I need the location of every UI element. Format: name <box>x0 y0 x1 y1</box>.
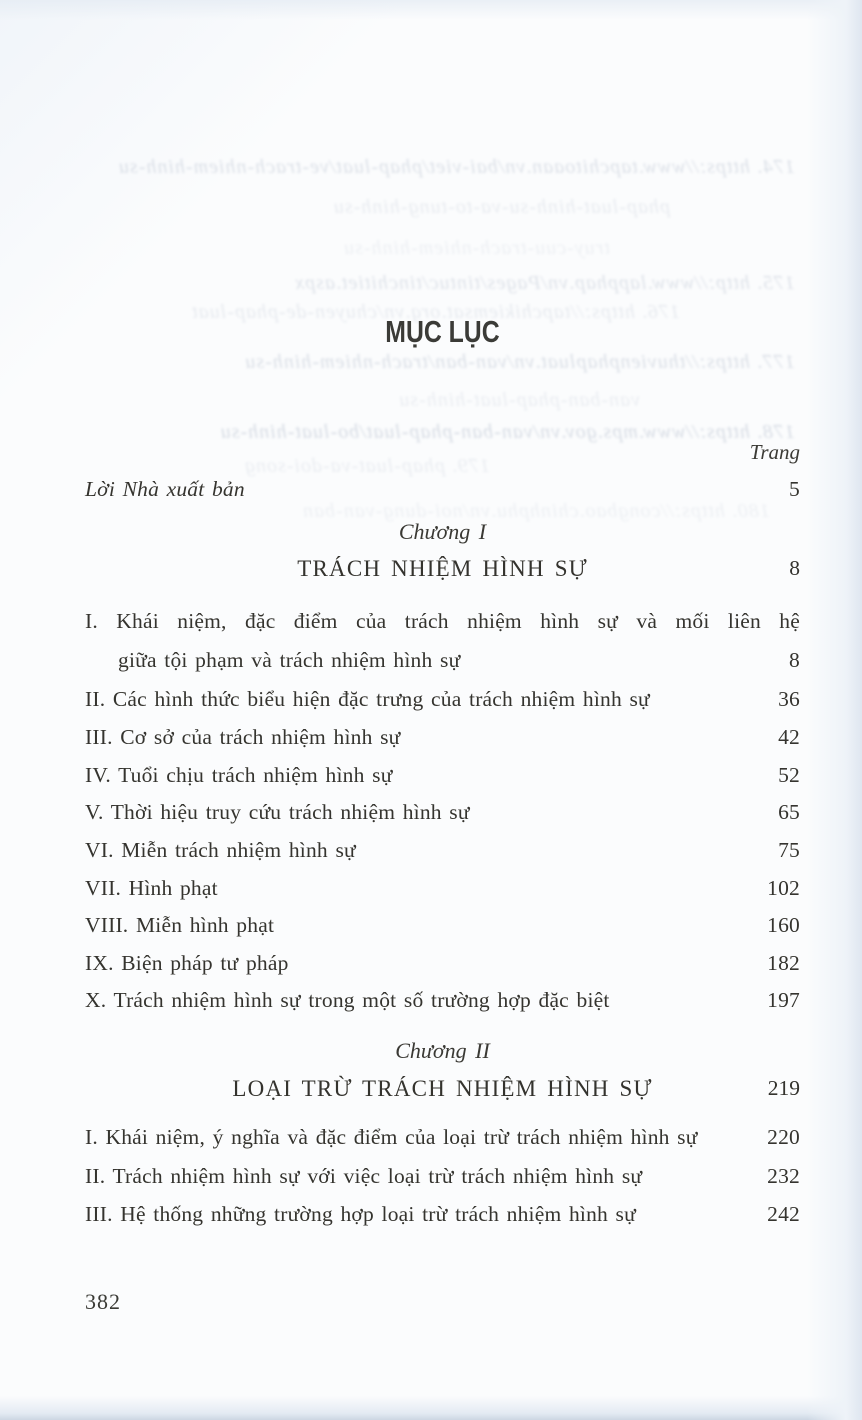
toc-entry-line1: I. Khái niệm, đặc điểm của trách nhiệm hình sự và mối liên hệ <box>85 609 800 633</box>
chapter-title-row <box>85 556 800 582</box>
toc-entry-line2: giữa tội phạm và trách nhiệm hình sự <box>118 648 461 672</box>
toc-entry-label: V. Thời hiệu truy cứu trách nhiệm hình sự <box>85 800 470 824</box>
toc-entry <box>85 799 800 825</box>
toc-entry-label: II. Các hình thức biểu hiện đặc trưng của trách nhiệm hình sự <box>85 687 650 711</box>
toc-entry <box>85 608 800 673</box>
toc-entry-page-number: 220 <box>767 1125 800 1149</box>
page-title <box>85 314 800 350</box>
toc-entry-label: I. Khái niệm, ý nghĩa và đặc điểm của loại trừ trách nhiệm hình sự <box>85 1125 698 1149</box>
page-column-header: Trang <box>749 440 800 464</box>
bleedthrough-line: van-ban-phap-luat-hinh-su <box>398 389 640 411</box>
toc-entry <box>85 950 800 976</box>
toc-entry-label: X. Trách nhiệm hình sự trong một số trường hợp đặc biệt <box>85 988 610 1012</box>
toc-entry-page-number: 242 <box>767 1202 800 1226</box>
toc-entry-page-number: 8 <box>789 648 800 672</box>
toc-entry-page-number: 36 <box>778 687 800 711</box>
toc-front-matter-row <box>85 476 800 502</box>
toc-entry-label: VII. Hình phạt <box>85 876 218 900</box>
bleedthrough-line: 178. https://www.mps.gov.vn/van-ban-phap-luat/bo-luat-hinh-su <box>219 421 795 443</box>
toc-entry-page-number: 52 <box>778 763 800 787</box>
toc-entry-label: VIII. Miễn hình phạt <box>85 913 275 937</box>
page-title-text: MỤC LỤC <box>385 314 500 349</box>
chapter-label: Chương II <box>395 1038 490 1063</box>
toc-entry-page-number: 232 <box>767 1164 800 1188</box>
toc-entry-label: III. Cơ sở của trách nhiệm hình sự <box>85 725 401 749</box>
toc-entry-page-number: 160 <box>767 913 800 937</box>
chapter-title: LOẠI TRỪ TRÁCH NHIỆM HÌNH SỰ <box>232 1076 653 1101</box>
front-matter-page-number: 5 <box>789 477 800 501</box>
bleedthrough-line: 180. https://congbao.chinhphu.vn/noi-dung-van-ban <box>302 500 770 522</box>
toc-entry <box>85 875 800 901</box>
toc-entry <box>85 837 800 863</box>
bleedthrough-line: 174. https://www.tapchitoaan.vn/bai-viet/phap-luat/ve-trach-nhiem-hinh-su <box>118 156 795 178</box>
toc-entry-label: IX. Biện pháp tư pháp <box>85 951 289 975</box>
bleedthrough-line: 175. http://www.lapphap.vn/Pages/tintuc/tinchitiet.aspx <box>294 272 795 294</box>
toc-entry-page-number: 197 <box>767 988 800 1012</box>
bleedthrough-line: 179. phap-luat-va-doi-song <box>244 455 490 477</box>
toc-entry-label: III. Hệ thống những trường hợp loại trừ trách nhiệm hình sự <box>85 1202 636 1226</box>
chapter-label: Chương I <box>398 519 487 544</box>
toc-entry-page-number: 65 <box>778 800 800 824</box>
bleedthrough-line: truy-cuu-trach-nhiem-hinh-su <box>343 237 610 259</box>
bleedthrough-line: phap-luat-hinh-su-va-to-tung-hinh-su <box>332 196 670 218</box>
toc-entry-label: IV. Tuổi chịu trách nhiệm hình sự <box>85 763 393 787</box>
toc-entry <box>85 724 800 750</box>
page-number: 382 <box>85 1289 121 1314</box>
toc-entry <box>85 912 800 938</box>
toc-entry-label: II. Trách nhiệm hình sự với việc loại trừ trách nhiệm hình sự <box>85 1164 643 1188</box>
toc-entry <box>85 1201 800 1227</box>
toc-entry-page-number: 42 <box>778 725 800 749</box>
bleedthrough-line: 177. https://thuvienphapluat.vn/van-ban/trach-nhiem-hinh-su <box>244 351 795 373</box>
toc-entry-page-number: 75 <box>778 838 800 862</box>
toc-entry-label: VI. Miễn trách nhiệm hình sự <box>85 838 356 862</box>
chapter-title-row <box>85 1076 800 1102</box>
bleedthrough-line: 176. https://tapchikiemsat.org.vn/chuyen-de-phap-luat <box>191 301 680 323</box>
toc-entry <box>85 686 800 712</box>
toc-entry <box>85 1124 800 1150</box>
toc-entry-page-number: 182 <box>767 951 800 975</box>
chapter-page-number: 8 <box>789 556 800 580</box>
chapter-page-number: 219 <box>767 1076 800 1100</box>
toc-entry-page-number: 102 <box>767 876 800 900</box>
toc-entry <box>85 987 800 1013</box>
toc-entry <box>85 762 800 788</box>
front-matter-label: Lời Nhà xuất bản <box>85 477 245 501</box>
chapter-title: TRÁCH NHIỆM HÌNH SỰ <box>297 556 588 581</box>
toc-entry <box>85 1163 800 1189</box>
